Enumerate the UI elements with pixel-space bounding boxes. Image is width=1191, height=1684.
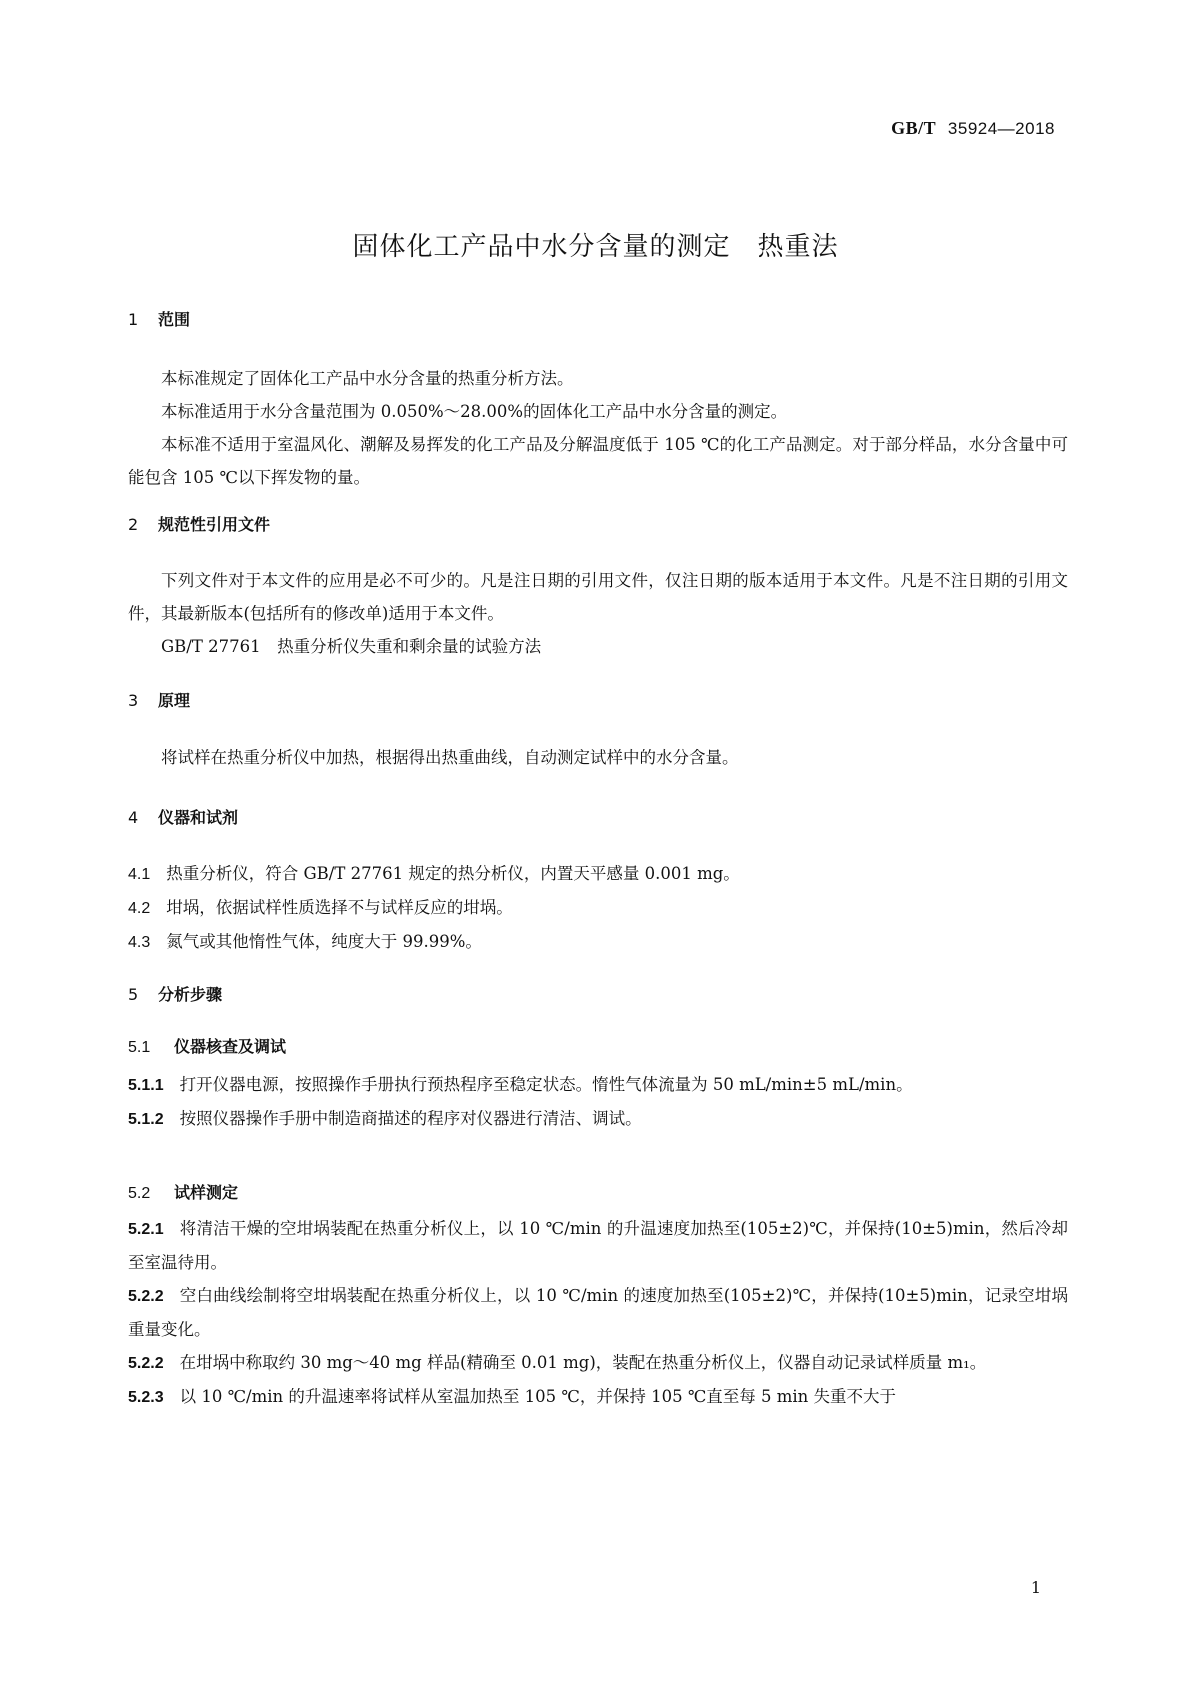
section-4-heading: 4 仪器和试剂 [128, 808, 239, 827]
normative-reference: GB/T 27761 热重分析仪失重和剩余量的试验方法 [161, 637, 542, 656]
paragraph: 下列文件对于本文件的应用是必不可少的。凡是注日期的引用文件，仅注日期的版本适用于本文件。凡是不注日期的引用文件，其最新版本(包括所有的修改单)适用于本文件。 [128, 571, 1068, 623]
clause-5-2-2-sample: 5.2.2 在坩埚中称取约 30 mg～40 mg 样品(精确至 0.01 mg)，装配在热重分析仪上，仪器自动记录试样质量 m₁。 [128, 1353, 987, 1372]
page-number: 1 [1030, 1578, 1041, 1597]
paragraph: 将试样在热重分析仪中加热，根据得出热重曲线，自动测定试样中的水分含量。 [161, 748, 739, 767]
paragraph: 本标准规定了固体化工产品中水分含量的热重分析方法。 [161, 369, 574, 388]
clause-5-2-2-blank: 5.2.2 空白曲线绘制将空坩埚装配在热重分析仪上，以 10 ℃/min 的速度加热至(105±2)℃，并保持(10±5)min，记录空坩埚重量变化。 [128, 1286, 1068, 1339]
paragraph: 本标准不适用于室温风化、潮解及易挥发的化工产品及分解温度低于 105 ℃的化工产品测定。对于部分样品，水分含量中可能包含 105 ℃以下挥发物的量。 [128, 435, 1068, 487]
section-1-body [128, 362, 1068, 494]
section-3-body [128, 741, 1068, 774]
clause-4-3: 4.3 氮气或其他惰性气体，纯度大于 99.99%。 [128, 932, 482, 951]
section-5-heading: 5 分析步骤 [128, 985, 223, 1004]
clause-5-2-3: 5.2.3 以 10 ℃/min 的升温速率将试样从室温加热至 105 ℃，并保持 105 ℃直至每 5 min 失重不大于 [128, 1387, 897, 1406]
clause-5-1-2: 5.1.2 按照仪器操作手册中制造商描述的程序对仪器进行清洁、调试。 [128, 1109, 642, 1128]
standard-number: 35924—2018 [947, 119, 1055, 138]
section-5-2-heading: 5.2 试样测定 [128, 1183, 239, 1202]
section-4-body [128, 857, 1068, 959]
section-3-heading: 3 原理 [128, 691, 191, 710]
section-2-heading: 2 规范性引用文件 [128, 515, 271, 534]
clause-4-1: 4.1 热重分析仪，符合 GB/T 27761 规定的热分析仪，内置天平感量 0.001 mg。 [128, 864, 740, 883]
clause-5-2-1: 5.2.1 将清洁干燥的空坩埚装配在热重分析仪上，以 10 ℃/min 的升温速度加热至(105±2)℃，并保持(10±5)min，然后冷却至室温待用。 [128, 1219, 1068, 1272]
clause-5-1-1: 5.1.1 打开仪器电源，按照操作手册执行预热程序至稳定状态。惰性气体流量为 50 mL/min±5 mL/min。 [128, 1075, 913, 1094]
section-5-1-body [128, 1068, 1068, 1136]
section-5-1-heading: 5.1 仪器核查及调试 [128, 1037, 287, 1056]
clause-4-2: 4.2 坩埚，依据试样性质选择不与试样反应的坩埚。 [128, 898, 513, 917]
paragraph: 本标准适用于水分含量范围为 0.050%～28.00%的固体化工产品中水分含量的测定。 [161, 402, 788, 421]
standard-code [891, 118, 1055, 139]
section-5-2-body [128, 1212, 1068, 1414]
standard-prefix: GB/T [891, 118, 937, 138]
document-title: 固体化工产品中水分含量的测定 热重法 [352, 232, 839, 262]
section-2-body [128, 564, 1068, 663]
section-1-heading: 1 范围 [128, 310, 191, 329]
